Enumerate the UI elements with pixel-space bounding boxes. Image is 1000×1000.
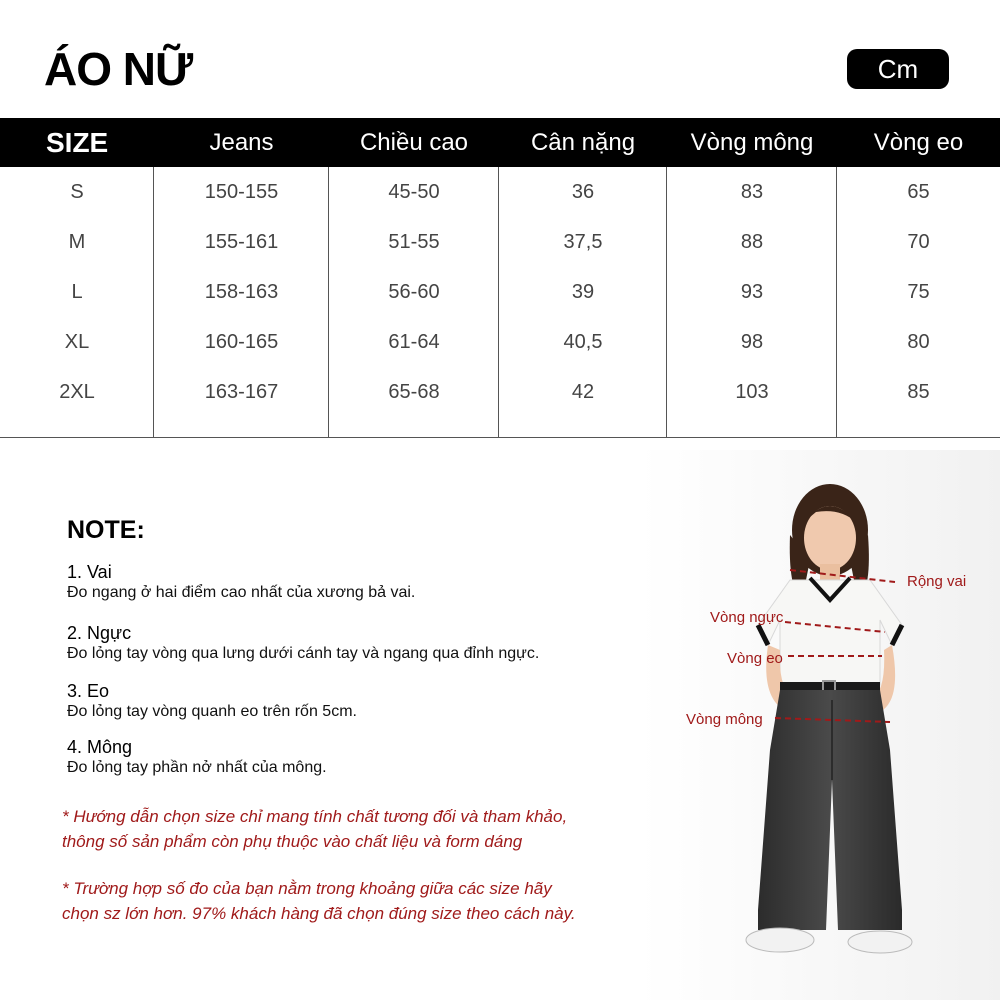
table-cell: 150-155 xyxy=(204,180,279,203)
note-description: Đo ngang ở hai điểm cao nhất của xương bả vai. xyxy=(67,584,416,601)
table-header xyxy=(0,118,1000,167)
table-cell: 70 xyxy=(907,230,930,253)
header-cell-size: SIZE xyxy=(46,126,109,158)
note-description: Đo lỏng tay phần nở nhất của mông. xyxy=(67,759,327,776)
table-cell: 56-60 xyxy=(388,280,440,303)
table-cell: 158-163 xyxy=(204,280,279,303)
disclaimer-line: chọn sz lớn hơn. 97% khách hàng đã chọn đúng size theo cách này. xyxy=(62,904,576,923)
label-hip: Vòng mông xyxy=(686,711,763,728)
table-row xyxy=(0,317,1000,367)
disclaimer-line: * Hướng dẫn chọn size chỉ mang tính chất tương đối và tham khảo, xyxy=(62,807,568,826)
header-cell-weight: Cân nặng xyxy=(530,128,636,156)
table-cell: 36 xyxy=(571,180,595,203)
note-item-hip xyxy=(67,736,327,778)
table-cell: L xyxy=(71,280,83,303)
table-row xyxy=(0,367,1000,417)
unit-badge: Cm xyxy=(847,49,949,89)
disclaimer-sizing-advice xyxy=(62,876,576,926)
table-cell: 83 xyxy=(740,180,764,203)
table-cell: 98 xyxy=(740,330,764,353)
table-cell: 80 xyxy=(907,330,930,353)
header-cell-height: Chiều cao xyxy=(359,128,469,156)
disclaimer-line: thông số sản phẩm còn phụ thuộc vào chất liệu và form dáng xyxy=(62,832,523,851)
table-cell: 45-50 xyxy=(388,180,440,203)
model-photo xyxy=(640,450,1000,1000)
table-cell: 39 xyxy=(571,280,595,303)
table-cell: M xyxy=(68,230,86,253)
table-cell: 65-68 xyxy=(388,380,440,403)
note-description: Đo lỏng tay vòng qua lưng dưới cánh tay và ngang qua đỉnh ngực. xyxy=(67,645,540,662)
note-heading: NOTE: xyxy=(67,516,145,544)
table-cell: 42 xyxy=(571,380,595,403)
note-title: 4. Mông xyxy=(67,737,133,757)
disclaimer-reference xyxy=(62,804,567,854)
note-description: Đo lỏng tay vòng quanh eo trên rốn 5cm. xyxy=(67,703,357,720)
table-cell: 88 xyxy=(740,230,764,253)
label-chest: Vòng ngực xyxy=(710,609,784,626)
header-cell-hip: Vòng mông xyxy=(690,128,814,156)
header-cell-waist: Vòng eo xyxy=(873,128,964,156)
size-table xyxy=(0,118,1000,438)
label-waist: Vòng eo xyxy=(727,650,783,667)
table-cell: S xyxy=(70,180,84,203)
disclaimer-line: * Trường hợp số đo của bạn nằm trong khoảng giữa các size hãy xyxy=(62,879,552,898)
note-item-waist xyxy=(67,680,357,722)
table-cell: 37,5 xyxy=(563,230,603,253)
table-body xyxy=(0,167,1000,438)
table-row xyxy=(0,167,1000,217)
table-cell: 40,5 xyxy=(563,330,603,353)
header-cell-jeans: Jeans xyxy=(209,128,274,156)
note-item-shoulder xyxy=(67,561,415,603)
page-title: ÁO NỮ xyxy=(44,43,193,95)
note-title: 2. Ngực xyxy=(67,623,132,643)
table-row xyxy=(0,267,1000,317)
table-cell: 75 xyxy=(907,280,930,303)
table-cell: 85 xyxy=(907,380,930,403)
table-cell: 61-64 xyxy=(388,330,440,353)
note-item-chest xyxy=(67,622,539,664)
label-shoulder: Rộng vai xyxy=(907,573,967,590)
table-cell: 160-165 xyxy=(204,330,279,353)
note-title: 3. Eo xyxy=(67,681,110,701)
table-cell: XL xyxy=(64,330,90,353)
note-title: 1. Vai xyxy=(67,562,112,582)
table-cell: 65 xyxy=(907,180,930,203)
table-cell: 93 xyxy=(740,280,764,303)
table-cell: 103 xyxy=(735,380,769,403)
table-cell: 51-55 xyxy=(388,230,440,253)
table-cell: 155-161 xyxy=(204,230,279,253)
table-cell: 163-167 xyxy=(204,380,279,403)
table-row xyxy=(0,217,1000,267)
table-cell: 2XL xyxy=(59,380,95,403)
